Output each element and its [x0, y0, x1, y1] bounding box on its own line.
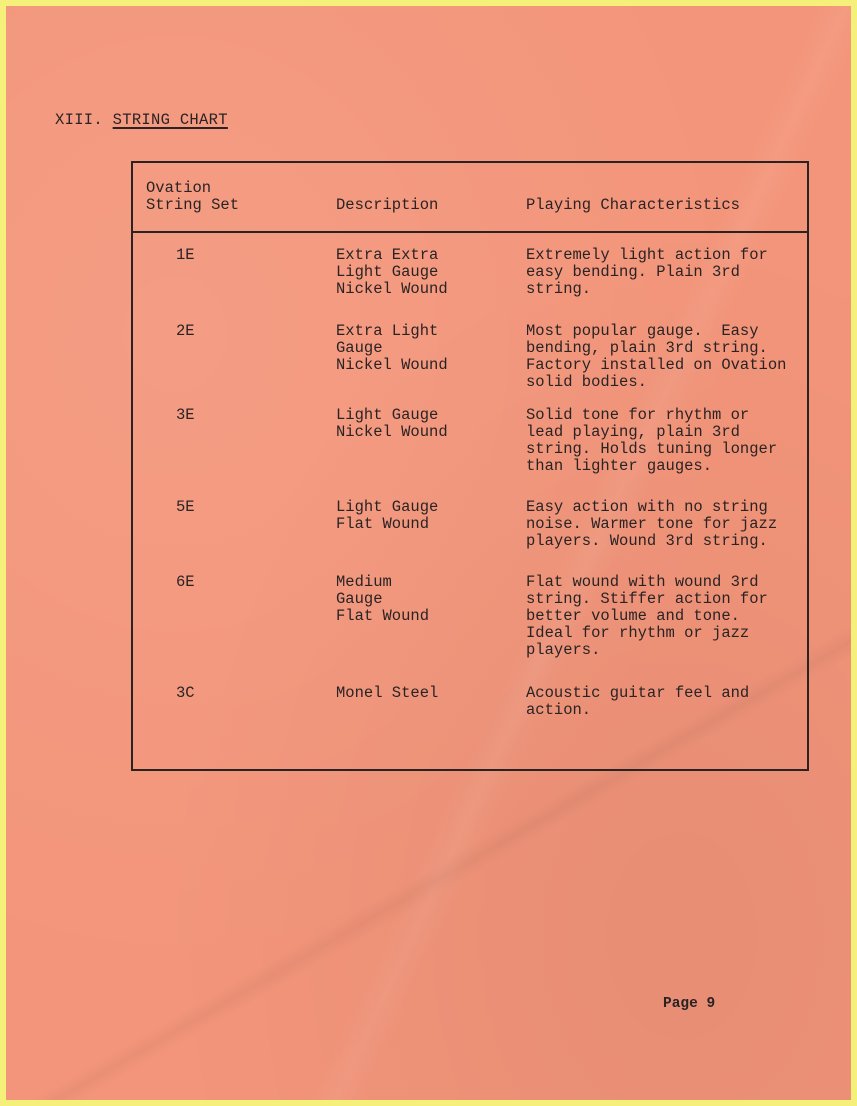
row-6e-set: 6E [176, 573, 195, 591]
row-3e-set: 3E [176, 406, 195, 424]
row-2e-playing: Most popular gauge. Easy bending, plain 3rd string. Factory installed on Ovation solid bodies. [526, 322, 787, 391]
row-6e-playing: Flat wound with wound 3rd string. Stiffer action for better volume and tone. Ideal for rhythm or jazz players. [526, 573, 768, 659]
row-3c-set: 3C [176, 684, 195, 702]
row-3c-description: Monel Steel [336, 684, 439, 702]
row-5e-description: Light Gauge Flat Wound [336, 498, 439, 533]
header-string-set: Ovation String Set [146, 179, 240, 214]
section-title: STRING CHART [112, 111, 228, 129]
header-playing-characteristics: Playing Characteristics [526, 196, 740, 214]
row-3c-playing: Acoustic guitar feel and action. [526, 684, 750, 719]
section-heading [55, 111, 228, 129]
page-number: Page 9 [663, 996, 716, 1012]
row-5e-set: 5E [176, 498, 195, 516]
row-3e-playing: Solid tone for rhythm or lead playing, plain 3rd string. Holds tuning longer than lighter gauges. [526, 406, 778, 475]
row-2e-description: Extra Light Gauge Nickel Wound [336, 322, 448, 374]
row-3e-description: Light Gauge Nickel Wound [336, 406, 448, 441]
row-1e-description: Extra Extra Light Gauge Nickel Wound [336, 246, 448, 298]
row-1e-set: 1E [176, 246, 195, 264]
row-2e-set: 2E [176, 322, 195, 340]
header-description: Description [336, 196, 439, 214]
section-number: XIII. [55, 111, 104, 129]
row-5e-playing: Easy action with no string noise. Warmer tone for jazz players. Wound 3rd string. [526, 498, 778, 550]
table-header [133, 163, 807, 233]
row-6e-description: Medium Gauge Flat Wound [336, 573, 430, 625]
string-chart-table [131, 161, 809, 771]
row-1e-playing: Extremely light action for easy bending. Plain 3rd string. [526, 246, 768, 298]
